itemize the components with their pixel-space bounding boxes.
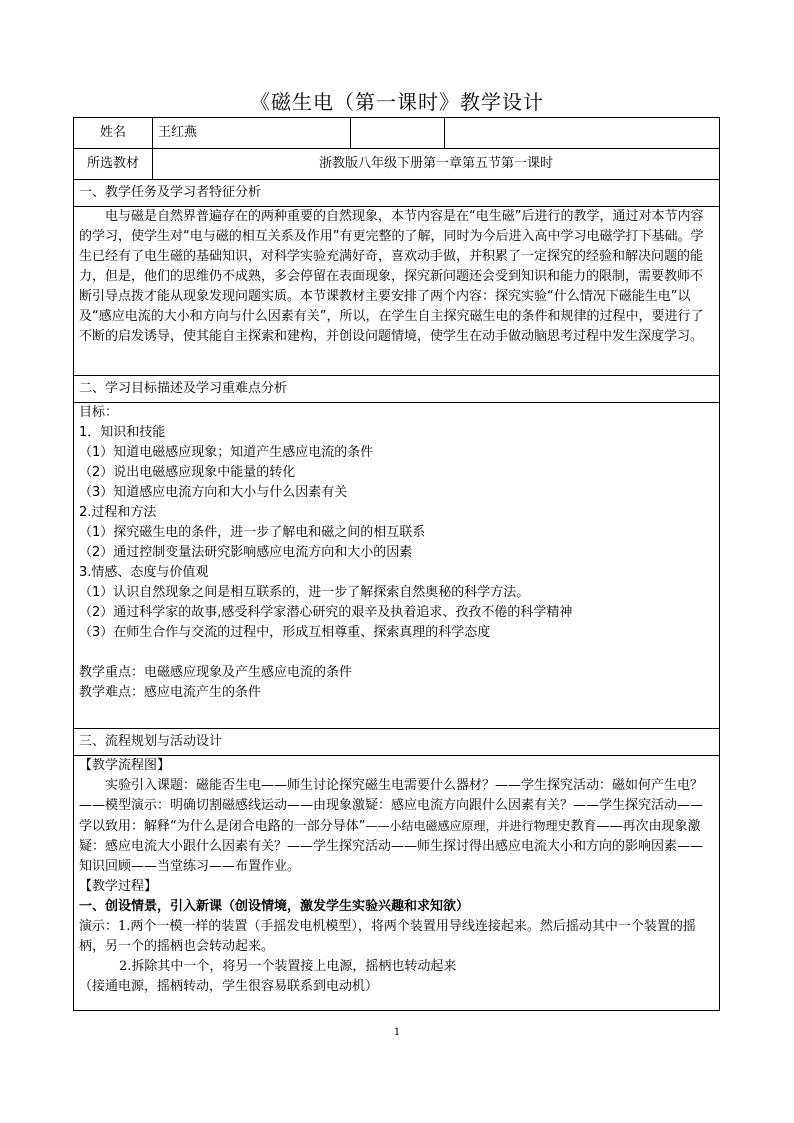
material-row (74, 149, 720, 180)
section1-body: 电与磁是自然界普遍存在的两种重要的自然现象，本节内容是在“电生磁”后进行的教学，通过对本节内容的学习，使学生对“电与磁的相互关系及作用”有更完整的了解，同时为今后进入高中学习电磁学打下基础。学生已经有了电生磁的基础知识，对科学实验充满好奇，喜欢动手做，并积累了一定探究的经验和解决问题的能力，但是，他们的思维仍不成熟，多会停留在表面现象，探究新问题还会受到知识和能力的限制，需要教师不断引导点拨才能从现象发现问题实质。本节课教材主要安排了两个内容：探究实验“什么情况下磁能生电”以及“感应电流的大小和方向与什么因素有关”，所以，在学生自主探究磁生电的条件和规律的过程中，要进行了不断的启发诱导，使其能自主探索和建构，并创设问题情境，使学生在动手做动脑思考过程中发生深度学习。 (79, 209, 704, 344)
objective-line: 1．知识和技能 (79, 425, 166, 440)
objective-line: （1）认识自然现象之间是相互联系的，进一步了解探索自然奥秘的科学方法。 (79, 585, 530, 600)
flow-part2: ——小结电磁感应原理，并进行物理 (365, 819, 558, 833)
name-row (74, 118, 720, 149)
objective-line: （2）通过科学家的故事,感受科学家潜心研究的艰辛及执着追求、孜孜不倦的科学精神 (79, 605, 573, 620)
flow-label: 【教学流程图】 (79, 758, 171, 773)
objective-line: （1）探究磁生电的条件，进一步了解电和磁之间的相互联系 (79, 525, 426, 540)
section2-heading: 二、学习目标描述及学习重难点分析 (74, 376, 720, 403)
page-number: 1 (393, 1027, 401, 1038)
objective-line: （3）在师生合作与交流的过程中，形成互相尊重、探索真理的科学态度 (79, 625, 491, 640)
key-point: 教学重点：电磁感应现象及产生感应电流的条件 (79, 665, 353, 680)
material-value: 浙教版八年级下册第一章第五节第一课时 (153, 149, 720, 180)
flow-part1: 实验引入课题：磁能否生电——师生讨论探究磁生电需要什么器材？——学生探究活动：磁如何产生电？——模型演示：明确切割磁感线运动——由现象激疑：感应电流方向跟什么因素有关？——学生探究活动——学以致用：解释“为什么是闭合电路的一部分导体” (79, 778, 704, 834)
material-label: 所选教材 (74, 149, 153, 180)
section1-heading: 一、教学任务及学习者特征分析 (74, 180, 720, 207)
section2-body-cell (74, 403, 720, 729)
section3-body-cell (74, 756, 720, 1011)
empty-cell (445, 118, 720, 149)
name-value: 王红燕 (153, 118, 351, 149)
objective-line: （2）通过控制变量法研究影响感应电流方向和大小的因素 (79, 545, 413, 560)
empty-cell (351, 118, 445, 149)
objective-line: （2）说出电磁感应现象中能量的转化 (79, 465, 296, 480)
flow-text (79, 776, 714, 877)
demo-3: （接通电源，摇柄转动，学生很容易联系到电动机） (79, 979, 379, 994)
objective-line: 2.过程和方法 (79, 505, 157, 520)
objective-line: （1）知道电磁感应现象；知道产生感应电流的条件 (79, 445, 374, 460)
section1-body-cell (74, 207, 720, 376)
document-title: 《磁生电（第一课时》教学设计 (250, 90, 544, 114)
objective-title: 目标： (79, 405, 119, 420)
demo-2: 2.拆除其中一个，将另一个装置接上电源，摇柄也转动起来 (119, 959, 457, 974)
difficulty: 教学难点：感应电流产生的条件 (79, 685, 262, 700)
step1-heading: 一、创设情景，引入新课（创设情境，激发学生实验兴趣和求知欲） (79, 899, 470, 914)
flow-part3: 史教育——再次由现象激疑：感应电流大小跟什么因素有关？——学生探究活动——师生探讨得出感应电流大小和方向的影响因素——知识回顾——当堂练习——布置作业。 (79, 819, 704, 874)
section3-heading: 三、流程规划与活动设计 (74, 729, 720, 756)
name-label: 姓名 (74, 118, 153, 149)
objective-line: 3.情感、态度与价值观 (79, 565, 209, 580)
demo-1: 演示：1.两个一模一样的装置（手摇发电机模型），将两个装置用导线连接起来。然后摇动其中一个装置的摇柄，另一个的摇柄也会转动起来。 (79, 919, 696, 954)
objective-line: （3）知道感应电流方向和大小与什么因素有关 (79, 485, 348, 500)
lesson-plan-table (73, 117, 720, 1011)
process-label: 【教学过程】 (79, 879, 158, 894)
